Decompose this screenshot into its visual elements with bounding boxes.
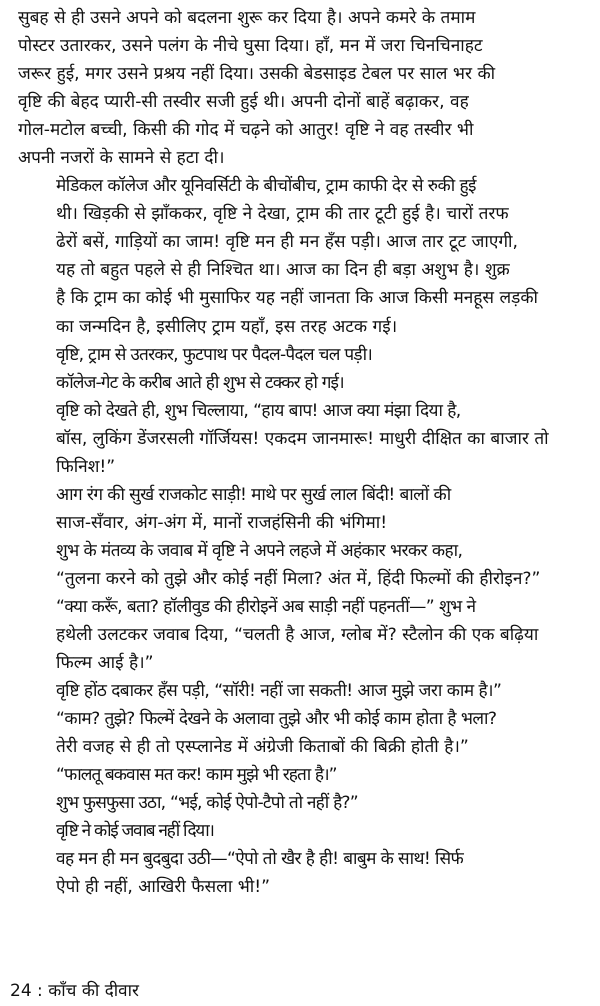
text-line: है कि ट्राम का कोई भी मुसाफिर यह नहीं जानता कि आज किसी मनहूस लड़की xyxy=(56,288,538,309)
text-line: साज-सँवार, अंग-अंग में, मानों राजहंसिनी की भंगिमा! xyxy=(56,512,388,533)
paragraph xyxy=(18,481,584,537)
page-body-text xyxy=(18,4,584,902)
text-line: शुभ फुसफुसा उठा, “भई, कोई ऐपो-टैपो तो नहीं है?” xyxy=(56,793,358,814)
paragraph xyxy=(18,677,584,705)
paragraph xyxy=(18,537,584,593)
paragraph xyxy=(18,817,584,845)
text-line: यह तो बहुत पहले से ही निश्चित था। आज का दिन ही बड़ा अशुभ है। शुक्र xyxy=(56,260,510,281)
text-line: शुभ के मंतव्य के जवाब में वृष्टि ने अपने लहजे में अहंकार भरकर कहा, xyxy=(56,540,463,561)
text-line: “क्या करूँ, बता? हॉलीवुड की हीरोइनें अब साड़ी नहीं पहनतीं—” शुभ ने xyxy=(56,596,476,617)
text-line: कॉलेज-गेट के करीब आते ही शुभ से टक्कर हो गई। xyxy=(56,372,344,393)
paragraph xyxy=(18,341,584,369)
text-line: आग रंग की सुर्ख राजकोट साड़ी! माथे पर सुर्ख लाल बिंदी! बालों की xyxy=(56,484,451,505)
text-line: जरूर हुई, मगर उसने प्रश्रय नहीं दिया। उसकी बेडसाइड टेबल पर साल भर की xyxy=(18,64,496,85)
paragraph xyxy=(18,789,584,817)
text-line: ढेरों बसें, गाड़ियों का जाम! वृष्टि मन ही मन हँस पड़ी। आज तार टूट जाएगी, xyxy=(56,232,518,253)
text-line: “काम? तुझे? फिल्में देखने के अलावा तुझे और भी कोई काम होता है भला? xyxy=(56,709,497,730)
text-line: मेडिकल कॉलेज और यूनिवर्सिटी के बीचोंबीच, ट्राम काफी देर से रुकी हुई xyxy=(56,176,476,197)
text-line: गोल-मटोल बच्ची, किसी की गोद में चढ़ने को आतुर! वृष्टि ने वह तस्वीर भी xyxy=(18,120,474,141)
page-footer xyxy=(10,978,139,1001)
paragraph xyxy=(18,705,584,761)
text-line: वृष्टि को देखते ही, शुभ चिल्लाया, “हाय बाप! आज क्या मंझा दिया है, xyxy=(56,400,461,421)
text-line: वृष्टि की बेहद प्यारी-सी तस्वीर सजी हुई थी। अपनी दोनों बाहें बढ़ाकर, वह xyxy=(18,92,469,113)
text-line: “फालतू बकवास मत कर! काम मुझे भी रहता है।” xyxy=(56,765,337,786)
text-line: हथेली उलटकर जवाब दिया, “चलती है आज, ग्लोब में? स्टैलोन की एक बढ़िया xyxy=(56,625,539,646)
text-line: पोस्टर उतारकर, उसने पलंग के नीचे घुसा दिया। हाँ, मन में जरा चिनचिनाहट xyxy=(18,36,483,57)
text-line: थी। खिड़की से झाँककर, वृष्टि ने देखा, ट्राम की तार टूटी हुई है। चारों तरफ xyxy=(56,204,509,225)
text-line: अपनी नजरों के सामने से हटा दी। xyxy=(18,148,225,169)
paragraph xyxy=(18,761,584,789)
paragraph xyxy=(18,397,584,481)
paragraph xyxy=(18,172,584,340)
text-line: ऐपो ही नहीं, आखिरी फैसला भी!” xyxy=(56,877,271,898)
paragraph xyxy=(18,4,584,172)
book-title: काँच की दीवार xyxy=(48,981,139,1001)
footer-separator: : xyxy=(37,981,43,1001)
text-line: तेरी वजह से ही तो एस्प्लानेड में अंग्रेजी किताबों की बिक्री होती है।” xyxy=(56,737,469,758)
text-line: फिनिश!” xyxy=(56,456,116,477)
text-line: वह मन ही मन बुदबुदा उठी—“ऐपो तो खैर है ही! बाबुम के साथ! सिर्फ xyxy=(56,849,464,870)
text-line: वृष्टि ने कोई जवाब नहीं दिया। xyxy=(56,821,214,842)
paragraph xyxy=(18,593,584,677)
paragraph xyxy=(18,369,584,397)
text-line: वृष्टि, ट्राम से उतरकर, फुटपाथ पर पैदल-पैदल चल पड़ी। xyxy=(56,344,373,365)
text-line: सुबह से ही उसने अपने को बदलना शुरू कर दिया है। अपने कमरे के तमाम xyxy=(18,8,476,28)
text-line: “तुलना करने को तुझे और कोई नहीं मिला? अंत में, हिंदी फिल्मों की हीरोइन?” xyxy=(56,568,541,589)
text-line: वृष्टि होंठ दबाकर हँस पड़ी, “सॉरी! नहीं जा सकती! आज मुझे जरा काम है।” xyxy=(56,681,502,702)
text-line: फिल्म आई है।” xyxy=(56,653,154,674)
text-line: का जन्मदिन है, इसीलिए ट्राम यहाँ, इस तरह अटक गई। xyxy=(56,316,398,337)
page-number: 24 xyxy=(10,981,32,1001)
text-line: बॉस, लुकिंग डेंजरसली गॉर्जियस! एकदम जानमारू! माधुरी दीक्षित का बाजार तो xyxy=(56,428,549,449)
paragraph xyxy=(18,845,584,901)
